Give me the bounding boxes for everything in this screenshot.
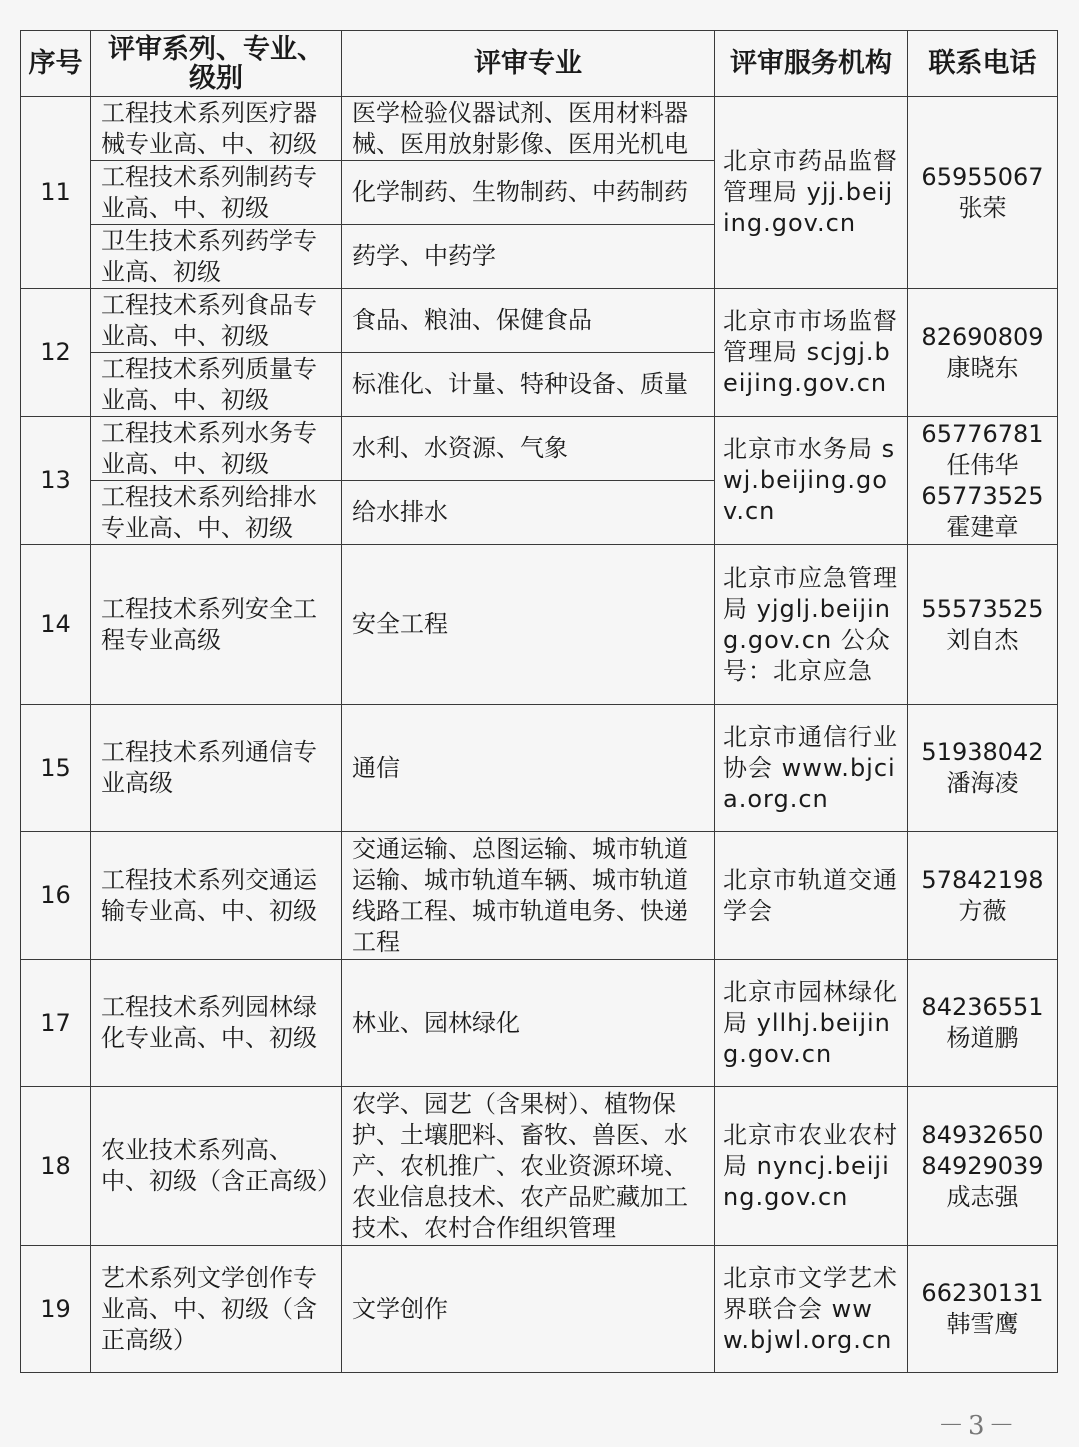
specialty-cell: 化学制药、生物制药、中药制药 [342,161,715,225]
series-cell: 工程技术系列制药专业高、中、初级 [91,161,342,225]
table-row [21,960,1058,1087]
institution-cell: 北京市水务局 swj.beijing.gov.cn [715,417,908,545]
table-row [21,1246,1058,1373]
institution-cell: 北京市文学艺术界联合会 www.bjwl.org.cn [715,1246,908,1373]
series-cell: 工程技术系列医疗器械专业高、中、初级 [91,97,342,161]
series-cell: 工程技术系列安全工程专业高级 [91,545,342,705]
specialty-cell: 水利、水资源、气象 [342,417,715,481]
table-row [21,545,1058,705]
series-cell: 卫生技术系列药学专业高、初级 [91,225,342,289]
header-index: 序号 [21,31,91,97]
series-cell: 农业技术系列高、中、初级（含正高级） [91,1087,342,1246]
phone-cell: 84932650 84929039 成志强 [908,1087,1058,1246]
series-cell: 工程技术系列水务专业高、中、初级 [91,417,342,481]
specialty-cell: 通信 [342,705,715,832]
row-number: 16 [21,832,91,960]
institution-cell: 北京市园林绿化局 yllhj.beijing.gov.cn [715,960,908,1087]
row-number: 17 [21,960,91,1087]
series-cell: 工程技术系列通信专业高级 [91,705,342,832]
table-row [21,97,1058,161]
specialty-cell: 农学、园艺（含果树）、植物保护、土壤肥料、畜牧、兽医、水产、农机推广、农业资源环境、农业信息技术、农产品贮藏加工技术、农村合作组织管理 [342,1087,715,1246]
specialty-cell: 交通运输、总图运输、城市轨道运输、城市轨道车辆、城市轨道线路工程、城市轨道电务、快递工程 [342,832,715,960]
series-cell: 工程技术系列给排水专业高、中、初级 [91,481,342,545]
phone-cell: 65955067 张荣 [908,97,1058,289]
specialty-cell: 药学、中药学 [342,225,715,289]
row-number: 19 [21,1246,91,1373]
review-institution-table [20,30,1058,1373]
header-phone: 联系电话 [908,31,1058,97]
table-header-row [21,31,1058,97]
specialty-cell: 给水排水 [342,481,715,545]
row-number: 18 [21,1087,91,1246]
table-row [21,705,1058,832]
institution-cell: 北京市应急管理局 yjglj.beijing.gov.cn 公众号：北京应急 [715,545,908,705]
specialty-cell: 文学创作 [342,1246,715,1373]
phone-cell: 55573525 刘自杰 [908,545,1058,705]
row-number: 13 [21,417,91,545]
page-number: －3－ [938,1411,1019,1441]
institution-cell: 北京市市场监督管理局 scjgj.beijing.gov.cn [715,289,908,417]
header-specialty: 评审专业 [342,31,715,97]
phone-cell: 57842198 方薇 [908,832,1058,960]
phone-cell: 82690809 康晓东 [908,289,1058,417]
series-cell: 工程技术系列交通运输专业高、中、初级 [91,832,342,960]
series-cell: 艺术系列文学创作专业高、中、初级（含正高级） [91,1246,342,1373]
header-institution: 评审服务机构 [715,31,908,97]
row-number: 14 [21,545,91,705]
institution-cell: 北京市通信行业协会 www.bjcia.org.cn [715,705,908,832]
table-row [21,289,1058,353]
series-cell: 工程技术系列食品专业高、中、初级 [91,289,342,353]
table-row [21,417,1058,481]
specialty-cell: 安全工程 [342,545,715,705]
row-number: 11 [21,97,91,289]
series-cell: 工程技术系列园林绿化专业高、中、初级 [91,960,342,1087]
phone-cell: 65776781 任伟华 65773525 霍建章 [908,417,1058,545]
phone-cell: 66230131 韩雪鹰 [908,1246,1058,1373]
institution-cell: 北京市轨道交通学会 [715,832,908,960]
table-row [21,832,1058,960]
row-number: 15 [21,705,91,832]
specialty-cell: 医学检验仪器试剂、医用材料器械、医用放射影像、医用光机电 [342,97,715,161]
institution-cell: 北京市药品监督管理局 yjj.beijing.gov.cn [715,97,908,289]
specialty-cell: 林业、园林绿化 [342,960,715,1087]
row-number: 12 [21,289,91,417]
specialty-cell: 食品、粮油、保健食品 [342,289,715,353]
specialty-cell: 标准化、计量、特种设备、质量 [342,353,715,417]
series-cell: 工程技术系列质量专业高、中、初级 [91,353,342,417]
phone-cell: 51938042 潘海凌 [908,705,1058,832]
header-series: 评审系列、专业、级别 [91,31,342,97]
institution-cell: 北京市农业农村局 nyncj.beijing.gov.cn [715,1087,908,1246]
table-row [21,1087,1058,1246]
phone-cell: 84236551 杨道鹏 [908,960,1058,1087]
